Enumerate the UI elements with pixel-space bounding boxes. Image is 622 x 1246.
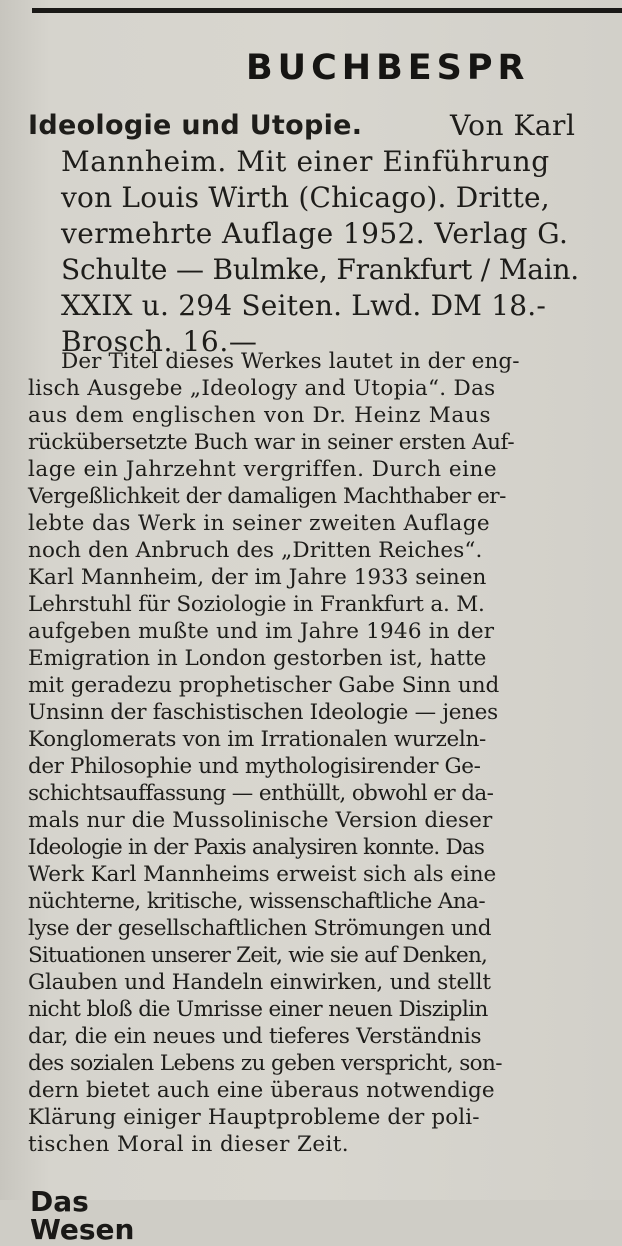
review-line: aus dem englischen von Dr. Heinz Maus	[28, 403, 492, 428]
review-line: tischen Moral in dieser Zeit.	[28, 1132, 350, 1157]
biblio-line: vermehrte Auflage 1952. Verlag G.	[61, 217, 569, 250]
review-line: aufgeben mußte und im Jahre 1946 in der	[28, 619, 495, 644]
review-line: Emigration in London gestorben ist, hatte	[28, 646, 487, 671]
review-line: Glauben und Handeln einwirken, und stellt	[28, 970, 491, 995]
review-body	[0, 348, 622, 1158]
biblio-line: Mannheim. Mit einer Einführung	[61, 145, 550, 178]
review-line: lebte das Werk in seiner zweiten Auflage	[28, 511, 490, 536]
review-line: Konglomerats von im Irrationalen wurzeln-	[28, 727, 486, 752]
review-line: dar, die ein neues und tieferes Verständnis	[28, 1024, 482, 1049]
review-line: Werk Karl Mannheims erweist sich als eine	[28, 862, 497, 887]
top-rule-divider	[32, 8, 622, 13]
book-title: Ideologie und Utopie.	[28, 110, 363, 141]
review-line: lage ein Jahrzehnt vergriffen. Durch eine	[28, 457, 498, 482]
review-line: Der Titel dieses Werkes lautet in der eng-	[61, 349, 520, 374]
author-byline-start: Von Karl	[450, 109, 576, 142]
review-line: lyse der gesellschaftlichen Strömungen und	[28, 916, 492, 941]
review-line: dern bietet auch eine überaus notwendige	[28, 1078, 495, 1103]
review-line: Ideologie in der Paxis analysiren konnte. Das	[28, 835, 485, 860]
review-line: Situationen unserer Zeit, wie sie auf Denken,	[28, 943, 488, 968]
biblio-line: Brosch. 16.—	[61, 325, 258, 358]
bibliographic-entry	[0, 108, 622, 360]
review-line: Klärung einiger Hauptprobleme der poli-	[28, 1105, 480, 1130]
review-line: rückübersetzte Buch war in seiner ersten Auf-	[28, 430, 515, 455]
review-line: mals nur die Mussolinische Version dieser	[28, 808, 493, 833]
review-line: Karl Mannheim, der im Jahre 1933 seinen	[28, 565, 487, 590]
review-line: Lehrstuhl für Soziologie in Frankfurt a. M.	[28, 592, 485, 617]
biblio-line: von Louis Wirth (Chicago). Dritte,	[61, 181, 550, 214]
next-entry-cut-off: Das Wesen	[30, 1185, 135, 1246]
review-line: noch den Anbruch des „Dritten Reiches“.	[28, 538, 483, 563]
biblio-line: Schulte — Bulmke, Frankfurt / Main.	[61, 253, 579, 286]
biblio-line: XXIX u. 294 Seiten. Lwd. DM 18.-	[61, 289, 546, 322]
review-line: schichtsauffassung — enthüllt, obwohl er da-	[28, 781, 494, 806]
review-line: mit geradezu prophetischer Gabe Sinn und	[28, 673, 500, 698]
review-line: lisch Ausgebe „Ideology and Utopia“. Das	[28, 376, 496, 401]
review-line: Unsinn der faschistischen Ideologie — jenes	[28, 700, 498, 725]
review-line: der Philosophie und mythologisirender Ge-	[28, 754, 481, 779]
review-line: Vergeßlichkeit der damaligen Machthaber er-	[28, 484, 506, 509]
review-line: nicht bloß die Umrisse einer neuen Disziplin	[28, 997, 488, 1022]
review-line: nüchterne, kritische, wissenschaftliche Ana-	[28, 889, 485, 914]
biblio-line	[0, 108, 622, 144]
review-line: des sozialen Lebens zu geben verspricht, son-	[28, 1051, 502, 1076]
section-heading: BUCHBESPR	[246, 48, 530, 88]
